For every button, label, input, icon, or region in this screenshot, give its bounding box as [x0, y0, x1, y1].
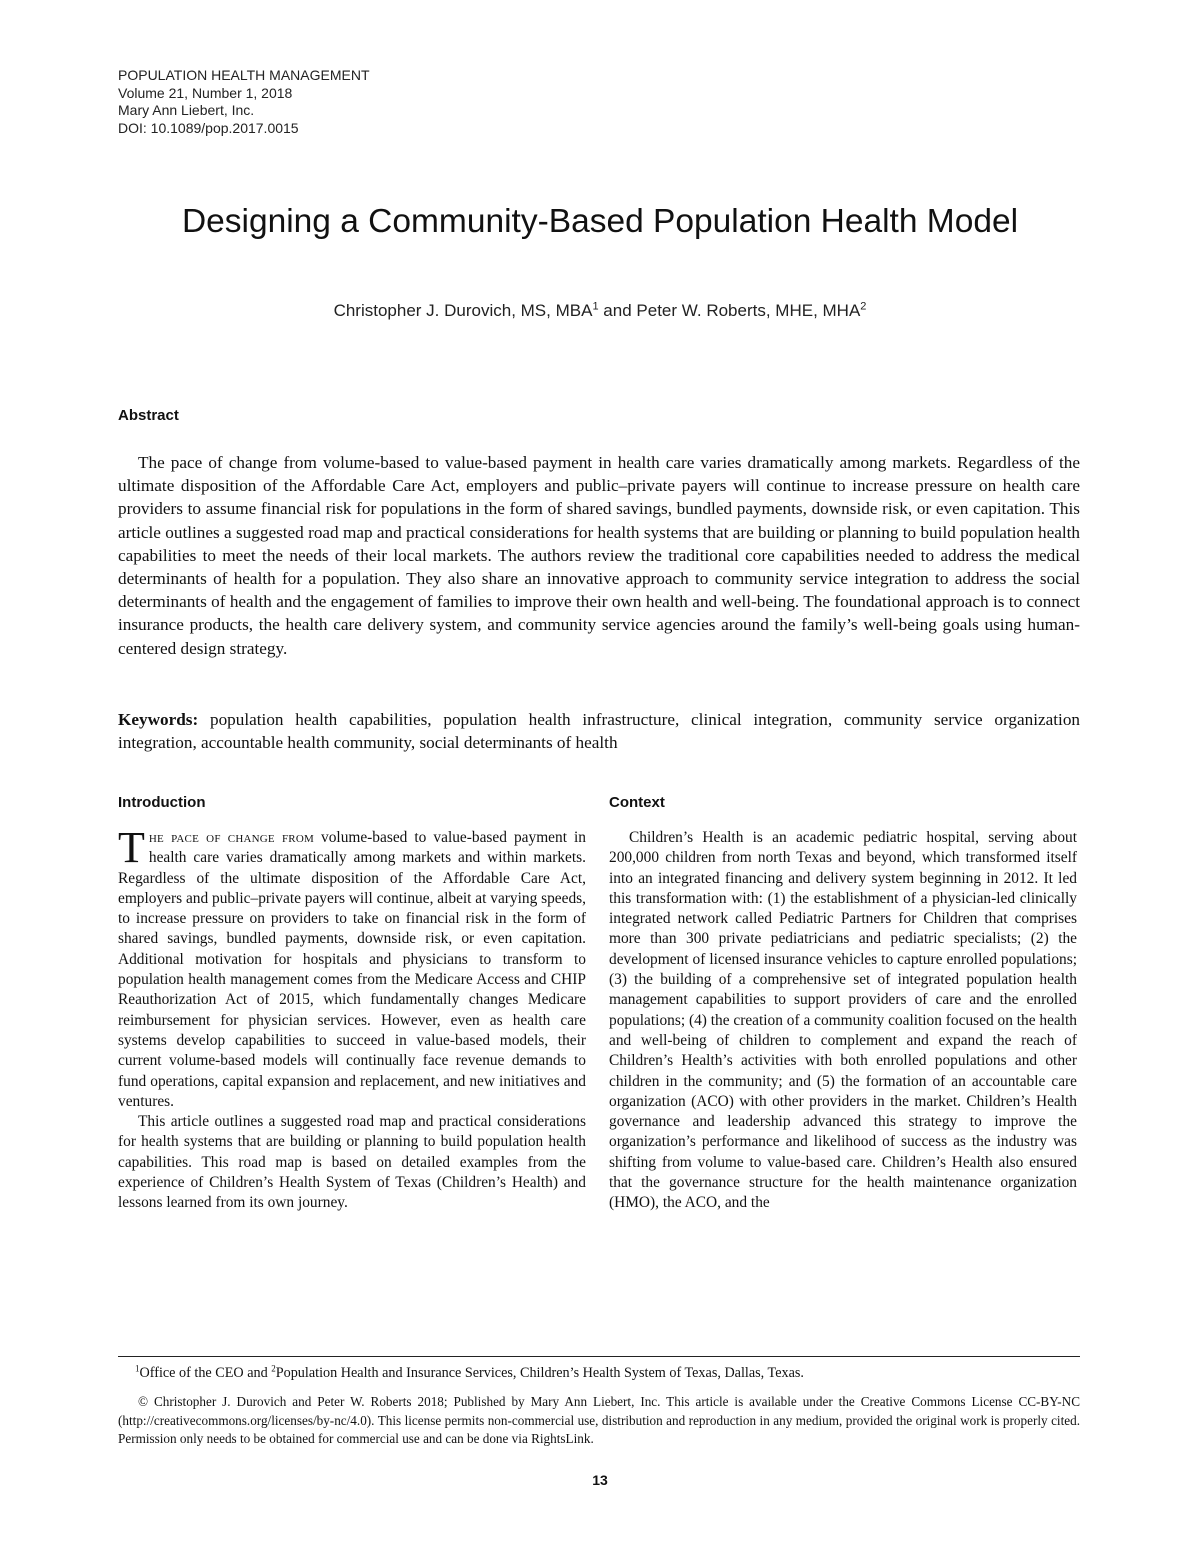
journal-volume: Volume 21, Number 1, 2018	[118, 84, 293, 101]
introduction-paragraph-1-text: volume-based to value-based payment in health care varies dramatically among markets and within markets. Regardless of the ultimate disposition of the Affordable Care Act, employers and public–private payers will continue, albeit at varying speeds, to increase pressure on providers to take on financial risk in the form of shared savings, bundled payments, downside risk, or even capitation. Additional motivation for hospitals and physicians to transform to population health management comes from the Medicare Access and CHIP Reauthorization Act of 2015, which fundamentally changes Medicare reimbursement for physician services. However, even as health care systems develop capabilities to succeed in value-based models, their current volume-based models will continually face revenue demands to fund operations, capital expansion and replacement, and new initiatives and ventures.	[118, 829, 586, 1110]
introduction-column	[118, 794, 586, 1214]
keywords-label: Keywords:	[118, 710, 199, 729]
abstract-body: The pace of change from volume-based to value-based payment in health care varies dramatically among markets. Regardless of the ultimate disposition of the Affordable Care Act, employers and public–private payers will continue to increase pressure on health care providers to assume financial risk for populations in the form of shared savings, bundled payments, downside risk, or even capitation. This article outlines a suggested road map and practical considerations for health systems that are building or planning to build population health capabilities to meet the needs of their local markets. The authors review the traditional core capabilities needed to address the medical determinants of health for a population. They also share an innovative approach to community service integration to address the social determinants of health and the engagement of families to improve their own health and well-being. The foundational approach is to connect insurance products, the health care delivery system, and community service agencies around the family’s well-being goals using human-centered design strategy.	[118, 453, 1080, 658]
keywords	[118, 708, 1080, 754]
introduction-paragraph-2: This article outlines a suggested road map and practical considerations for health systems that are building or planning to build population health capabilities. This road map is based on detailed examples from the experience of Children’s Health System of Texas (Children’s Health) and lessons learned from its own journey.	[118, 1113, 586, 1212]
drop-cap: T	[118, 823, 145, 872]
journal-header	[118, 67, 370, 137]
affiliation-marker-1: 1	[135, 1363, 140, 1374]
abstract-heading: Abstract	[118, 407, 179, 424]
footnote-divider	[118, 1356, 1080, 1357]
journal-publisher: Mary Ann Liebert, Inc.	[118, 102, 255, 118]
article-title: Designing a Community-Based Population Health Model	[181, 203, 1019, 240]
license-notice: © Christopher J. Durovich and Peter W. Roberts 2018; Published by Mary Ann Liebert, Inc. This article is available under the Creative Commons License CC-BY-NC (http://creativecommons.org/licenses/by-nc/4.0). This license permits non-commercial use, distribution and reproduction in any medium, provided the original work is properly cited. Permission only needs to be obtained for commercial use and can be done via RightsLink.	[118, 1394, 1080, 1446]
author-list	[0, 301, 1200, 321]
author-connector: and	[603, 301, 632, 320]
affiliation-1: Office of the CEO and	[139, 1365, 272, 1381]
author-affiliations	[135, 1364, 804, 1382]
context-heading: Context	[609, 794, 665, 811]
author-1-name: Christopher J. Durovich, MS, MBA	[333, 301, 593, 320]
author-2-affiliation-marker: 2	[860, 300, 867, 313]
journal-doi: DOI: 10.1089/pop.2017.0015	[118, 119, 299, 136]
author-2-name: Peter W. Roberts, MHE, MHA	[636, 301, 861, 320]
introduction-heading: Introduction	[118, 794, 206, 811]
context-column	[609, 794, 1077, 1214]
context-paragraph-1: Children’s Health is an academic pediatric hospital, serving about 200,000 children from north Texas and beyond, which transformed itself into an integrated financing and delivery system beginning in 2012. It led this transformation with: (1) the establishment of a physician-led clinically integrated network called Pediatric Partners for Children that comprises more than 300 private pediatricians and pediatric specialists; (2) the development of licensed insurance vehicles to capture enrolled populations; (3) the building of a comprehensive set of integrated population health management capabilities to support providers of care and the enrolled populations; (4) the creation of a community coalition focused on the health and well-being of children to complement and expand the reach of Children’s Health’s activities with both enrolled populations and other children in the community; and (5) the formation of an accountable care organization (ACO) with other providers in the market. Children’s Health governance and leadership advanced this strategy to improve the organization’s performance and likelihood of success as the industry was shifting from volume to value-based care. Children’s Health also ensured that the governance structure for the health maintenance organization (HMO), the ACO, and the	[609, 829, 1078, 1212]
page-number: 13	[592, 1472, 608, 1488]
journal-name: POPULATION HEALTH MANAGEMENT	[118, 67, 370, 83]
author-1-affiliation-marker: 1	[592, 300, 599, 313]
lead-in-text: he pace of change from	[148, 830, 314, 846]
affiliation-marker-2: 2	[271, 1363, 276, 1374]
keywords-text: population health capabilities, population health infrastructure, clinical integration, community service organization integration, accountable health community, social determinants of health	[118, 710, 1081, 753]
affiliation-2: Population Health and Insurance Services, Children’s Health System of Texas, Dallas, Texas.	[275, 1365, 804, 1381]
introduction-paragraph-1	[118, 823, 586, 1112]
